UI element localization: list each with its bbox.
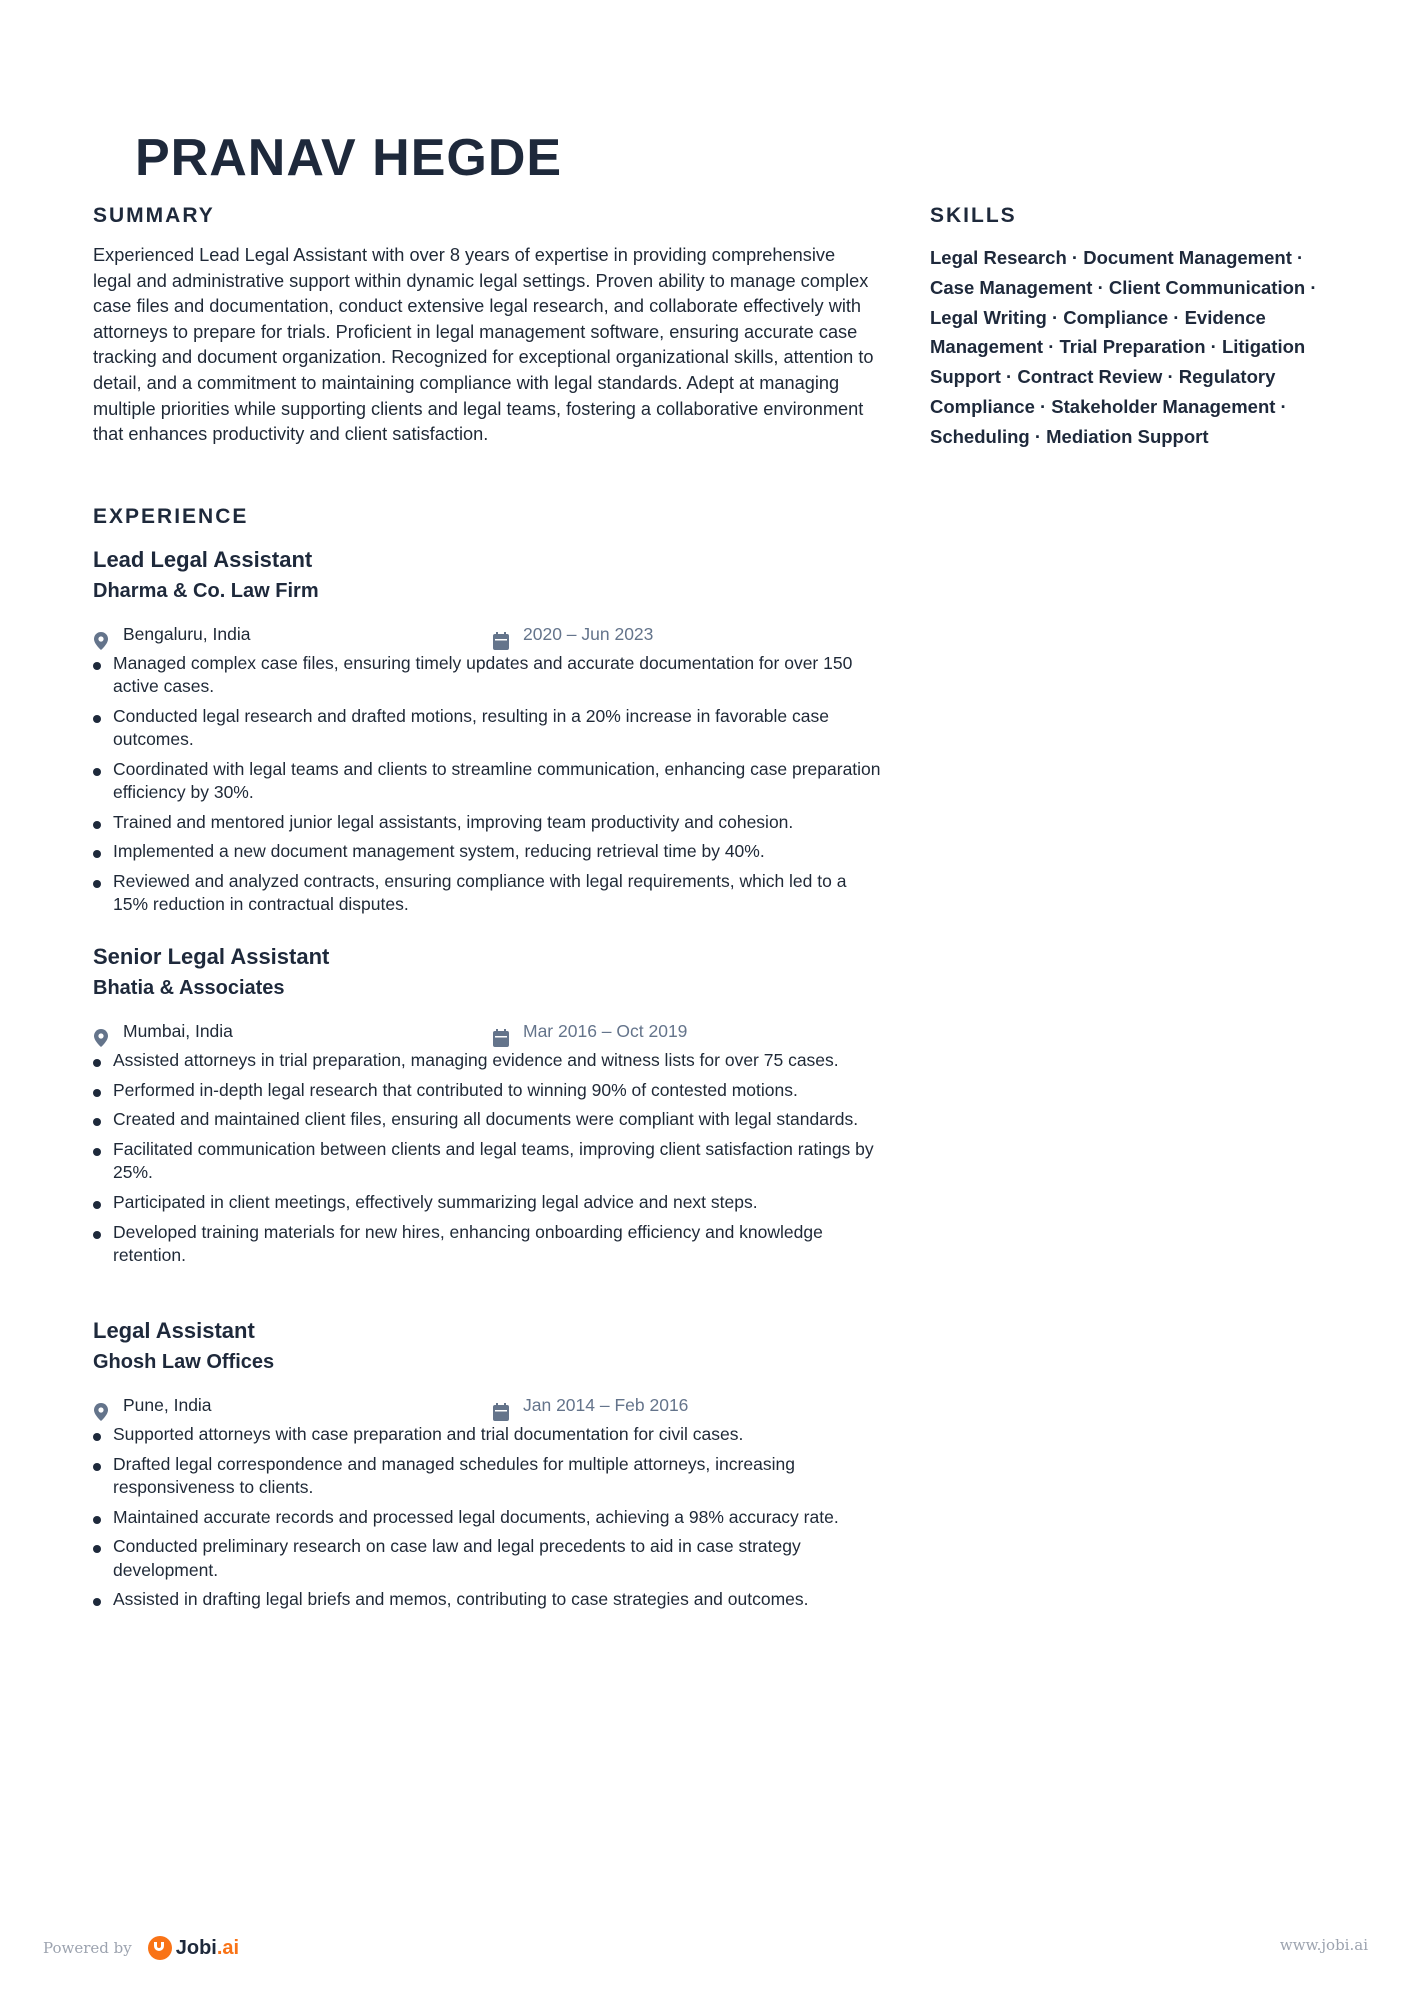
- experience-entry: [93, 941, 883, 1274]
- bullet-dot-icon: [93, 1516, 101, 1524]
- job-title: Legal Assistant: [93, 1318, 255, 1343]
- bullet-dot-icon: [93, 850, 101, 858]
- jobi-logo[interactable]: [148, 1936, 239, 1960]
- location-pin-icon: [93, 626, 109, 644]
- job-location: [93, 616, 250, 652]
- job-company: Ghosh Law Offices: [93, 1351, 275, 1373]
- bullet-item: Reviewed and analyzed contracts, ensuring compliance with legal requirements, which led to a 15% reduction in contractual disputes.: [93, 870, 883, 916]
- job-dates-text: Jan 2014 – Feb 2016: [523, 1395, 689, 1415]
- summary-section: [93, 243, 875, 448]
- bullet-dot-icon: [93, 1545, 101, 1553]
- bullet-item: Assisted in drafting legal briefs and memos, contributing to case strategies and outcomes.: [93, 1588, 883, 1611]
- job-bullets: [93, 652, 883, 917]
- bullet-dot-icon: [93, 1463, 101, 1471]
- jobi-logo-text: Jobi.ai: [175, 1936, 240, 1959]
- job-location-text: Mumbai, India: [123, 1021, 233, 1041]
- bullet-item: Maintained accurate records and processed legal documents, achieving a 98% accuracy rate.: [93, 1506, 883, 1529]
- job-dates: [493, 1013, 687, 1049]
- job-company: Bhatia & Associates: [93, 977, 285, 999]
- bullet-item: Developed training materials for new hires, enhancing onboarding efficiency and knowledge retention.: [93, 1221, 883, 1267]
- bullet-dot-icon: [93, 880, 101, 888]
- bullet-dot-icon: [93, 1148, 101, 1156]
- bullet-item: Conducted legal research and drafted motions, resulting in a 20% increase in favorable case outcomes.: [93, 705, 883, 751]
- bullet-dot-icon: [93, 768, 101, 776]
- job-meta: [93, 1387, 883, 1423]
- bullet-dot-icon: [93, 662, 101, 670]
- job-title: Senior Legal Assistant: [93, 944, 330, 969]
- bullet-item: Created and maintained client files, ensuring all documents were compliant with legal standards.: [93, 1108, 883, 1131]
- location-pin-icon: [93, 1397, 109, 1415]
- bullet-dot-icon: [93, 1118, 101, 1126]
- job-dates-text: 2020 – Jun 2023: [523, 624, 654, 644]
- bullet-dot-icon: [93, 821, 101, 829]
- location-pin-icon: [93, 1023, 109, 1041]
- job-location: [93, 1387, 212, 1423]
- experience-entry: [93, 1315, 883, 1618]
- job-location-text: Bengaluru, India: [123, 624, 251, 644]
- jobi-logo-icon: [148, 1936, 172, 1960]
- job-dates: [493, 1387, 688, 1423]
- bullet-item: Coordinated with legal teams and clients to streamline communication, enhancing case preparation efficiency by 30%.: [93, 758, 883, 804]
- powered-by: [43, 1936, 239, 1960]
- bullet-item: Participated in client meetings, effectively summarizing legal advice and next steps.: [93, 1191, 883, 1214]
- job-location: [93, 1013, 233, 1049]
- bullet-dot-icon: [93, 1089, 101, 1097]
- job-meta: [93, 1013, 883, 1049]
- bullet-item: Managed complex case files, ensuring timely updates and accurate documentation for over 150 active cases.: [93, 652, 883, 698]
- job-bullets: [93, 1049, 883, 1267]
- bullet-dot-icon: [93, 1433, 101, 1441]
- bullet-item: Conducted preliminary research on case law and legal precedents to aid in case strategy development.: [93, 1535, 883, 1581]
- bullet-item: Assisted attorneys in trial preparation, managing evidence and witness lists for over 75 cases.: [93, 1049, 883, 1072]
- experience-entry: [93, 544, 883, 923]
- bullet-dot-icon: [93, 1598, 101, 1606]
- job-bullets: [93, 1423, 883, 1611]
- job-dates: [493, 616, 653, 652]
- skills-heading: SKILLS: [930, 204, 1017, 227]
- summary-text: Experienced Lead Legal Assistant with over 8 years of expertise in providing comprehensive legal and administrative support within dynamic legal settings. Proven ability to manage complex case files and documentation, conduct extensive legal research, and collaborate effectively with attorneys to prepare for trials. Proficient in legal management software, ensuring accurate case tracking and document organization. Recognized for exceptional organizational skills, attention to detail, and a commitment to maintaining compliance with legal standards. Adept at managing multiple priorities while supporting clients and legal teams, fostering a collaborative environment that enhances productivity and client satisfaction.: [93, 245, 874, 445]
- bullet-item: Implemented a new document management system, reducing retrieval time by 40%.: [93, 840, 883, 863]
- job-meta: [93, 616, 883, 652]
- bullet-dot-icon: [93, 1231, 101, 1239]
- calendar-icon: [493, 1397, 509, 1415]
- bullet-item: Facilitated communication between clients and legal teams, improving client satisfaction ratings by 25%.: [93, 1138, 883, 1184]
- bullet-dot-icon: [93, 1059, 101, 1067]
- experience-heading: EXPERIENCE: [93, 505, 249, 528]
- job-company: Dharma & Co. Law Firm: [93, 580, 319, 602]
- job-location-text: Pune, India: [123, 1395, 212, 1415]
- bullet-item: Drafted legal correspondence and managed schedules for multiple attorneys, increasing responsiveness to clients.: [93, 1453, 883, 1499]
- bullet-dot-icon: [93, 1201, 101, 1209]
- bullet-item: Performed in-depth legal research that contributed to winning 90% of contested motions.: [93, 1079, 883, 1102]
- bullet-item: Trained and mentored junior legal assistants, improving team productivity and cohesion.: [93, 811, 883, 834]
- skills-list: Legal Research · Document Management · Case Management · Client Communication · Legal Writing · Compliance · Evidence Management · Trial Preparation · Litigation Support · Contract Review · Regulatory Compliance · Stakeholder Management · Scheduling · Mediation Support: [930, 247, 1317, 447]
- job-dates-text: Mar 2016 – Oct 2019: [523, 1021, 688, 1041]
- candidate-name: PRANAV HEGDE: [135, 129, 563, 187]
- powered-by-label: Powered by: [43, 1939, 132, 1957]
- footer-url[interactable]: www.jobi.ai: [1279, 1936, 1368, 1954]
- summary-heading: SUMMARY: [93, 204, 215, 227]
- bullet-dot-icon: [93, 715, 101, 723]
- job-title: Lead Legal Assistant: [93, 547, 313, 572]
- bullet-item: Supported attorneys with case preparation and trial documentation for civil cases.: [93, 1423, 883, 1446]
- calendar-icon: [493, 626, 509, 644]
- calendar-icon: [493, 1023, 509, 1041]
